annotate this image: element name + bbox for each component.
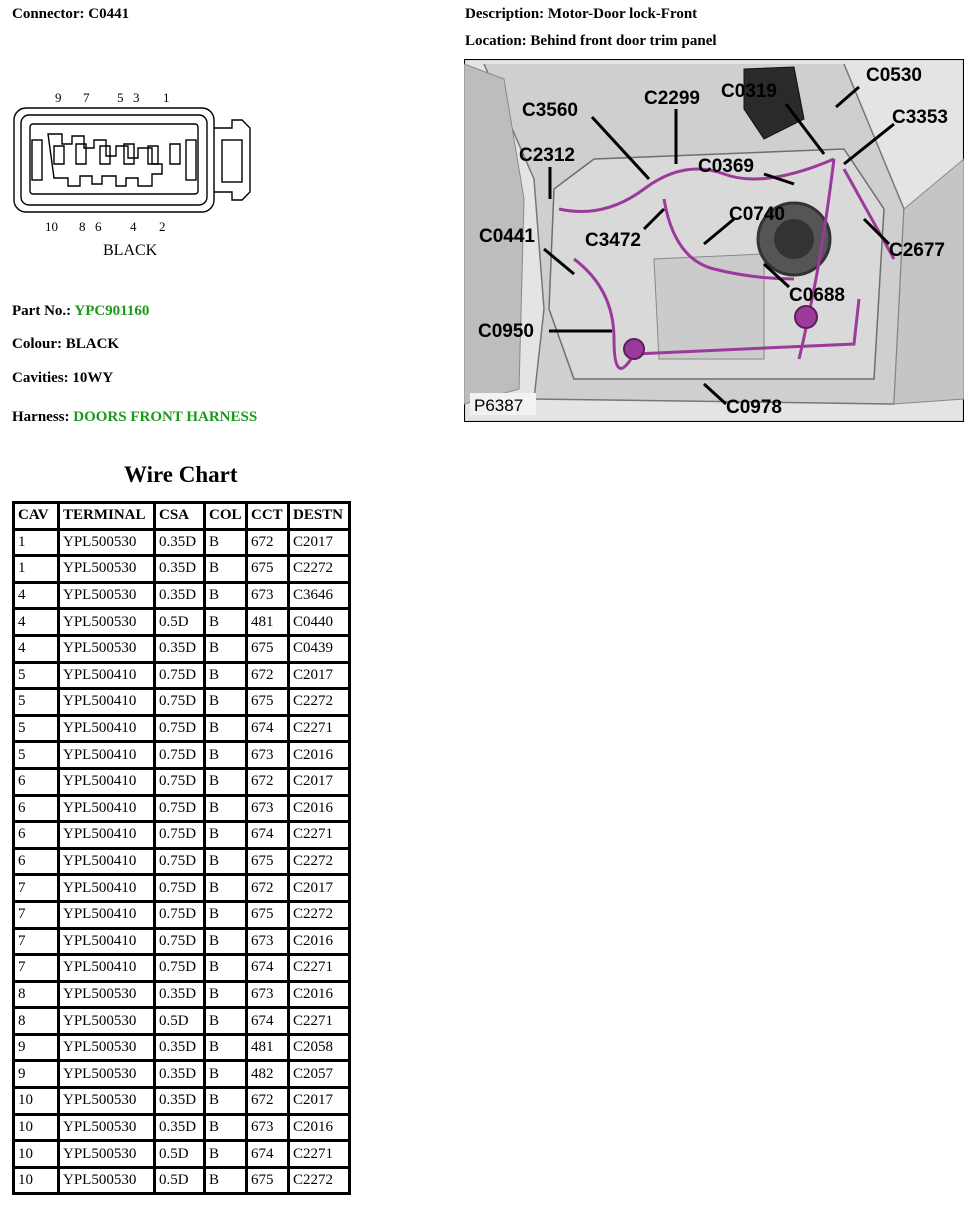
callout-C0319: C0319 <box>721 81 777 102</box>
callout-C0740: C0740 <box>729 204 785 225</box>
cell-destn: C2016 <box>290 983 348 1007</box>
cell-cct: 673 <box>248 743 287 767</box>
location-value: Behind front door trim panel <box>530 33 717 49</box>
cell-cct: 675 <box>248 903 287 927</box>
cell-terminal: YPL500530 <box>60 1169 153 1193</box>
cell-csa: 0.75D <box>156 770 203 794</box>
part-number-link[interactable]: YPC901160 <box>74 303 150 319</box>
cell-destn: C2016 <box>290 1116 348 1140</box>
cell-col: B <box>206 557 245 581</box>
cell-cct: 672 <box>248 531 287 555</box>
cell-terminal: YPL500410 <box>60 797 153 821</box>
cavities-value: 10WY <box>72 370 114 386</box>
cell-col: B <box>206 956 245 980</box>
cell-col: B <box>206 1169 245 1193</box>
cell-csa: 0.35D <box>156 531 203 555</box>
connector-colour-text: BLACK <box>103 242 158 259</box>
cell-col: B <box>206 1062 245 1086</box>
cell-cav: 4 <box>15 610 57 634</box>
cell-col: B <box>206 797 245 821</box>
cell-cct: 673 <box>248 1116 287 1140</box>
cell-terminal: YPL500410 <box>60 717 153 741</box>
photo-reference: P6387 <box>474 396 524 415</box>
cell-col: B <box>206 930 245 954</box>
cell-csa: 0.75D <box>156 717 203 741</box>
table-row <box>15 930 348 954</box>
cell-col: B <box>206 1142 245 1166</box>
pin-label-6: 6 <box>95 219 102 234</box>
location-label: Location: Behind front door trim panel <box>465 33 717 49</box>
connector-id: C0441 <box>88 6 130 22</box>
cell-csa: 0.75D <box>156 823 203 847</box>
callout-C2299: C2299 <box>644 88 700 109</box>
cell-cct: 672 <box>248 876 287 900</box>
cell-csa: 0.75D <box>156 690 203 714</box>
cell-csa: 0.35D <box>156 1036 203 1060</box>
cell-cct: 675 <box>248 1169 287 1193</box>
cell-cav: 9 <box>15 1036 57 1060</box>
cell-cct: 673 <box>248 983 287 1007</box>
cell-csa: 0.75D <box>156 664 203 688</box>
cell-terminal: YPL500530 <box>60 610 153 634</box>
cell-destn: C2017 <box>290 1089 348 1113</box>
table-row <box>15 1116 348 1140</box>
cell-cav: 10 <box>15 1089 57 1113</box>
description-value: Motor-Door lock-Front <box>547 6 698 22</box>
connector-face-diagram <box>10 88 260 268</box>
cell-destn: C2017 <box>290 664 348 688</box>
cell-col: B <box>206 1036 245 1060</box>
cell-cct: 672 <box>248 664 287 688</box>
cell-col: B <box>206 637 245 661</box>
wire-chart-body <box>15 531 348 1193</box>
table-row <box>15 876 348 900</box>
table-row <box>15 770 348 794</box>
callout-C0530: C0530 <box>866 65 922 86</box>
cell-csa: 0.35D <box>156 557 203 581</box>
cell-terminal: YPL500530 <box>60 983 153 1007</box>
cell-destn: C2272 <box>290 903 348 927</box>
cell-cav: 10 <box>15 1169 57 1193</box>
cell-col: B <box>206 876 245 900</box>
cell-terminal: YPL500530 <box>60 1089 153 1113</box>
cell-cct: 672 <box>248 770 287 794</box>
cell-cav: 8 <box>15 983 57 1007</box>
table-row <box>15 1089 348 1113</box>
cell-terminal: YPL500410 <box>60 823 153 847</box>
cell-col: B <box>206 584 245 608</box>
cell-cct: 675 <box>248 637 287 661</box>
cell-cct: 674 <box>248 717 287 741</box>
pin-label-3: 3 <box>133 90 140 105</box>
cell-destn: C0440 <box>290 610 348 634</box>
table-row <box>15 557 348 581</box>
part-number: Part No.: YPC901160 <box>12 303 150 319</box>
pin-label-8: 8 <box>79 219 86 234</box>
cell-cav: 8 <box>15 1009 57 1033</box>
cell-col: B <box>206 690 245 714</box>
terminal-cavities <box>48 134 162 186</box>
cell-destn: C2271 <box>290 956 348 980</box>
cell-cct: 482 <box>248 1062 287 1086</box>
cell-destn: C2016 <box>290 797 348 821</box>
cell-destn: C2017 <box>290 531 348 555</box>
table-row <box>15 1009 348 1033</box>
cell-cav: 5 <box>15 743 57 767</box>
table-row <box>15 1062 348 1086</box>
callout-C2677: C2677 <box>889 240 945 261</box>
cell-cct: 674 <box>248 956 287 980</box>
cell-col: B <box>206 743 245 767</box>
callout-C0688: C0688 <box>789 285 845 306</box>
cell-destn: C3646 <box>290 584 348 608</box>
cell-col: B <box>206 903 245 927</box>
cell-terminal: YPL500530 <box>60 1142 153 1166</box>
cell-cav: 4 <box>15 584 57 608</box>
cell-col: B <box>206 770 245 794</box>
table-row <box>15 956 348 980</box>
cell-cav: 6 <box>15 797 57 821</box>
table-row <box>15 531 348 555</box>
cell-terminal: YPL500410 <box>60 690 153 714</box>
cell-cav: 5 <box>15 717 57 741</box>
cell-csa: 0.35D <box>156 584 203 608</box>
cell-csa: 0.75D <box>156 797 203 821</box>
cell-destn: C0439 <box>290 637 348 661</box>
cell-terminal: YPL500530 <box>60 557 153 581</box>
cell-col: B <box>206 717 245 741</box>
cell-csa: 0.75D <box>156 903 203 927</box>
cell-cct: 672 <box>248 1089 287 1113</box>
cell-cct: 481 <box>248 610 287 634</box>
cell-csa: 0.5D <box>156 1169 203 1193</box>
cell-cav: 6 <box>15 823 57 847</box>
cell-cct: 673 <box>248 797 287 821</box>
cell-destn: C2016 <box>290 743 348 767</box>
pin-label-2: 2 <box>159 219 166 234</box>
cell-col: B <box>206 1089 245 1113</box>
header-cav: CAV <box>15 504 57 528</box>
table-row <box>15 1036 348 1060</box>
cell-cct: 673 <box>248 930 287 954</box>
cell-terminal: YPL500410 <box>60 930 153 954</box>
wire-chart-title: Wire Chart <box>124 462 238 487</box>
table-row <box>15 743 348 767</box>
colour-row: Colour: BLACK <box>12 336 120 352</box>
cell-csa: 0.75D <box>156 930 203 954</box>
callout-C3560: C3560 <box>522 100 578 121</box>
cell-destn: C2271 <box>290 1142 348 1166</box>
table-row <box>15 797 348 821</box>
callout-C0441: C0441 <box>479 226 535 247</box>
table-row <box>15 903 348 927</box>
cell-cav: 5 <box>15 690 57 714</box>
colour-value: BLACK <box>65 336 120 352</box>
cell-terminal: YPL500410 <box>60 956 153 980</box>
cell-cav: 10 <box>15 1116 57 1140</box>
cell-destn: C2017 <box>290 770 348 794</box>
cell-terminal: YPL500410 <box>60 743 153 767</box>
pin-label-7: 7 <box>83 90 90 105</box>
cell-csa: 0.35D <box>156 1089 203 1113</box>
cell-terminal: YPL500410 <box>60 876 153 900</box>
cell-terminal: YPL500530 <box>60 637 153 661</box>
cell-csa: 0.35D <box>156 1062 203 1086</box>
cell-col: B <box>206 850 245 874</box>
cell-cav: 1 <box>15 531 57 555</box>
cell-destn: C2271 <box>290 717 348 741</box>
table-row <box>15 584 348 608</box>
pin-label-4: 4 <box>130 219 137 234</box>
table-row <box>15 823 348 847</box>
cell-terminal: YPL500530 <box>60 1116 153 1140</box>
cell-csa: 0.35D <box>156 637 203 661</box>
cell-terminal: YPL500410 <box>60 850 153 874</box>
callout-C3353: C3353 <box>892 107 948 128</box>
door-location-illustration <box>464 59 964 422</box>
cell-csa: 0.5D <box>156 1009 203 1033</box>
cell-cct: 675 <box>248 850 287 874</box>
cell-cav: 7 <box>15 956 57 980</box>
cell-cav: 7 <box>15 930 57 954</box>
cell-terminal: YPL500410 <box>60 664 153 688</box>
cell-cct: 674 <box>248 1142 287 1166</box>
table-header-row <box>15 504 348 528</box>
cell-col: B <box>206 1009 245 1033</box>
cell-cav: 7 <box>15 876 57 900</box>
cell-destn: C2272 <box>290 557 348 581</box>
pin-label-9: 9 <box>55 90 62 105</box>
cell-col: B <box>206 1116 245 1140</box>
description-label: Description: Motor-Door lock-Front <box>465 6 698 22</box>
cell-cav: 6 <box>15 770 57 794</box>
cell-destn: C2272 <box>290 690 348 714</box>
connector-latch <box>214 120 250 200</box>
connector-label: Connector: C0441 <box>12 6 130 22</box>
cell-csa: 0.5D <box>156 610 203 634</box>
cell-col: B <box>206 531 245 555</box>
cell-csa: 0.75D <box>156 850 203 874</box>
callout-C2312: C2312 <box>519 145 575 166</box>
pin-label-10: 10 <box>45 219 58 234</box>
cell-destn: C2017 <box>290 876 348 900</box>
cell-col: B <box>206 610 245 634</box>
table-row <box>15 1169 348 1193</box>
cell-csa: 0.35D <box>156 983 203 1007</box>
cell-destn: C2271 <box>290 823 348 847</box>
cavities-row: Cavities: 10WY <box>12 370 114 386</box>
cell-col: B <box>206 823 245 847</box>
cell-cct: 674 <box>248 823 287 847</box>
header-destn: DESTN <box>290 504 348 528</box>
cell-cct: 675 <box>248 690 287 714</box>
table-row <box>15 1142 348 1166</box>
cell-csa: 0.75D <box>156 956 203 980</box>
table-row <box>15 850 348 874</box>
harness-row: Harness: DOORS FRONT HARNESS <box>12 409 258 425</box>
table-row <box>15 690 348 714</box>
pin-label-5: 5 <box>117 90 124 105</box>
table-row <box>15 637 348 661</box>
cell-cav: 4 <box>15 637 57 661</box>
table-row <box>15 717 348 741</box>
harness-link[interactable]: DOORS FRONT HARNESS <box>73 409 258 425</box>
callout-C0950: C0950 <box>478 321 534 342</box>
cell-cav: 10 <box>15 1142 57 1166</box>
callout-C0369: C0369 <box>698 156 754 177</box>
header-csa: CSA <box>156 504 203 528</box>
cell-cct: 481 <box>248 1036 287 1060</box>
cell-cct: 673 <box>248 584 287 608</box>
header-col: COL <box>206 504 245 528</box>
cell-terminal: YPL500530 <box>60 1009 153 1033</box>
cell-cct: 674 <box>248 1009 287 1033</box>
wire-chart-table <box>12 501 351 1195</box>
cell-destn: C2272 <box>290 1169 348 1193</box>
cell-cav: 1 <box>15 557 57 581</box>
cell-terminal: YPL500530 <box>60 531 153 555</box>
callout-C0978: C0978 <box>726 397 782 418</box>
cell-cav: 5 <box>15 664 57 688</box>
header-terminal: TERMINAL <box>60 504 153 528</box>
cell-terminal: YPL500530 <box>60 584 153 608</box>
cell-csa: 0.75D <box>156 876 203 900</box>
cell-cav: 9 <box>15 1062 57 1086</box>
cell-terminal: YPL500410 <box>60 770 153 794</box>
cell-terminal: YPL500530 <box>60 1036 153 1060</box>
table-row <box>15 664 348 688</box>
cell-cav: 7 <box>15 903 57 927</box>
cell-terminal: YPL500530 <box>60 1062 153 1086</box>
table-row <box>15 983 348 1007</box>
cell-csa: 0.75D <box>156 743 203 767</box>
cell-terminal: YPL500410 <box>60 903 153 927</box>
pin-label-1: 1 <box>163 90 170 105</box>
header-cct: CCT <box>248 504 287 528</box>
table-row <box>15 610 348 634</box>
cell-cct: 675 <box>248 557 287 581</box>
cell-csa: 0.35D <box>156 1116 203 1140</box>
cell-destn: C2016 <box>290 930 348 954</box>
cell-destn: C2271 <box>290 1009 348 1033</box>
cell-destn: C2272 <box>290 850 348 874</box>
cell-destn: C2057 <box>290 1062 348 1086</box>
callout-C3472: C3472 <box>585 230 641 251</box>
cell-col: B <box>206 664 245 688</box>
cell-destn: C2058 <box>290 1036 348 1060</box>
cell-csa: 0.5D <box>156 1142 203 1166</box>
cell-col: B <box>206 983 245 1007</box>
cell-cav: 6 <box>15 850 57 874</box>
